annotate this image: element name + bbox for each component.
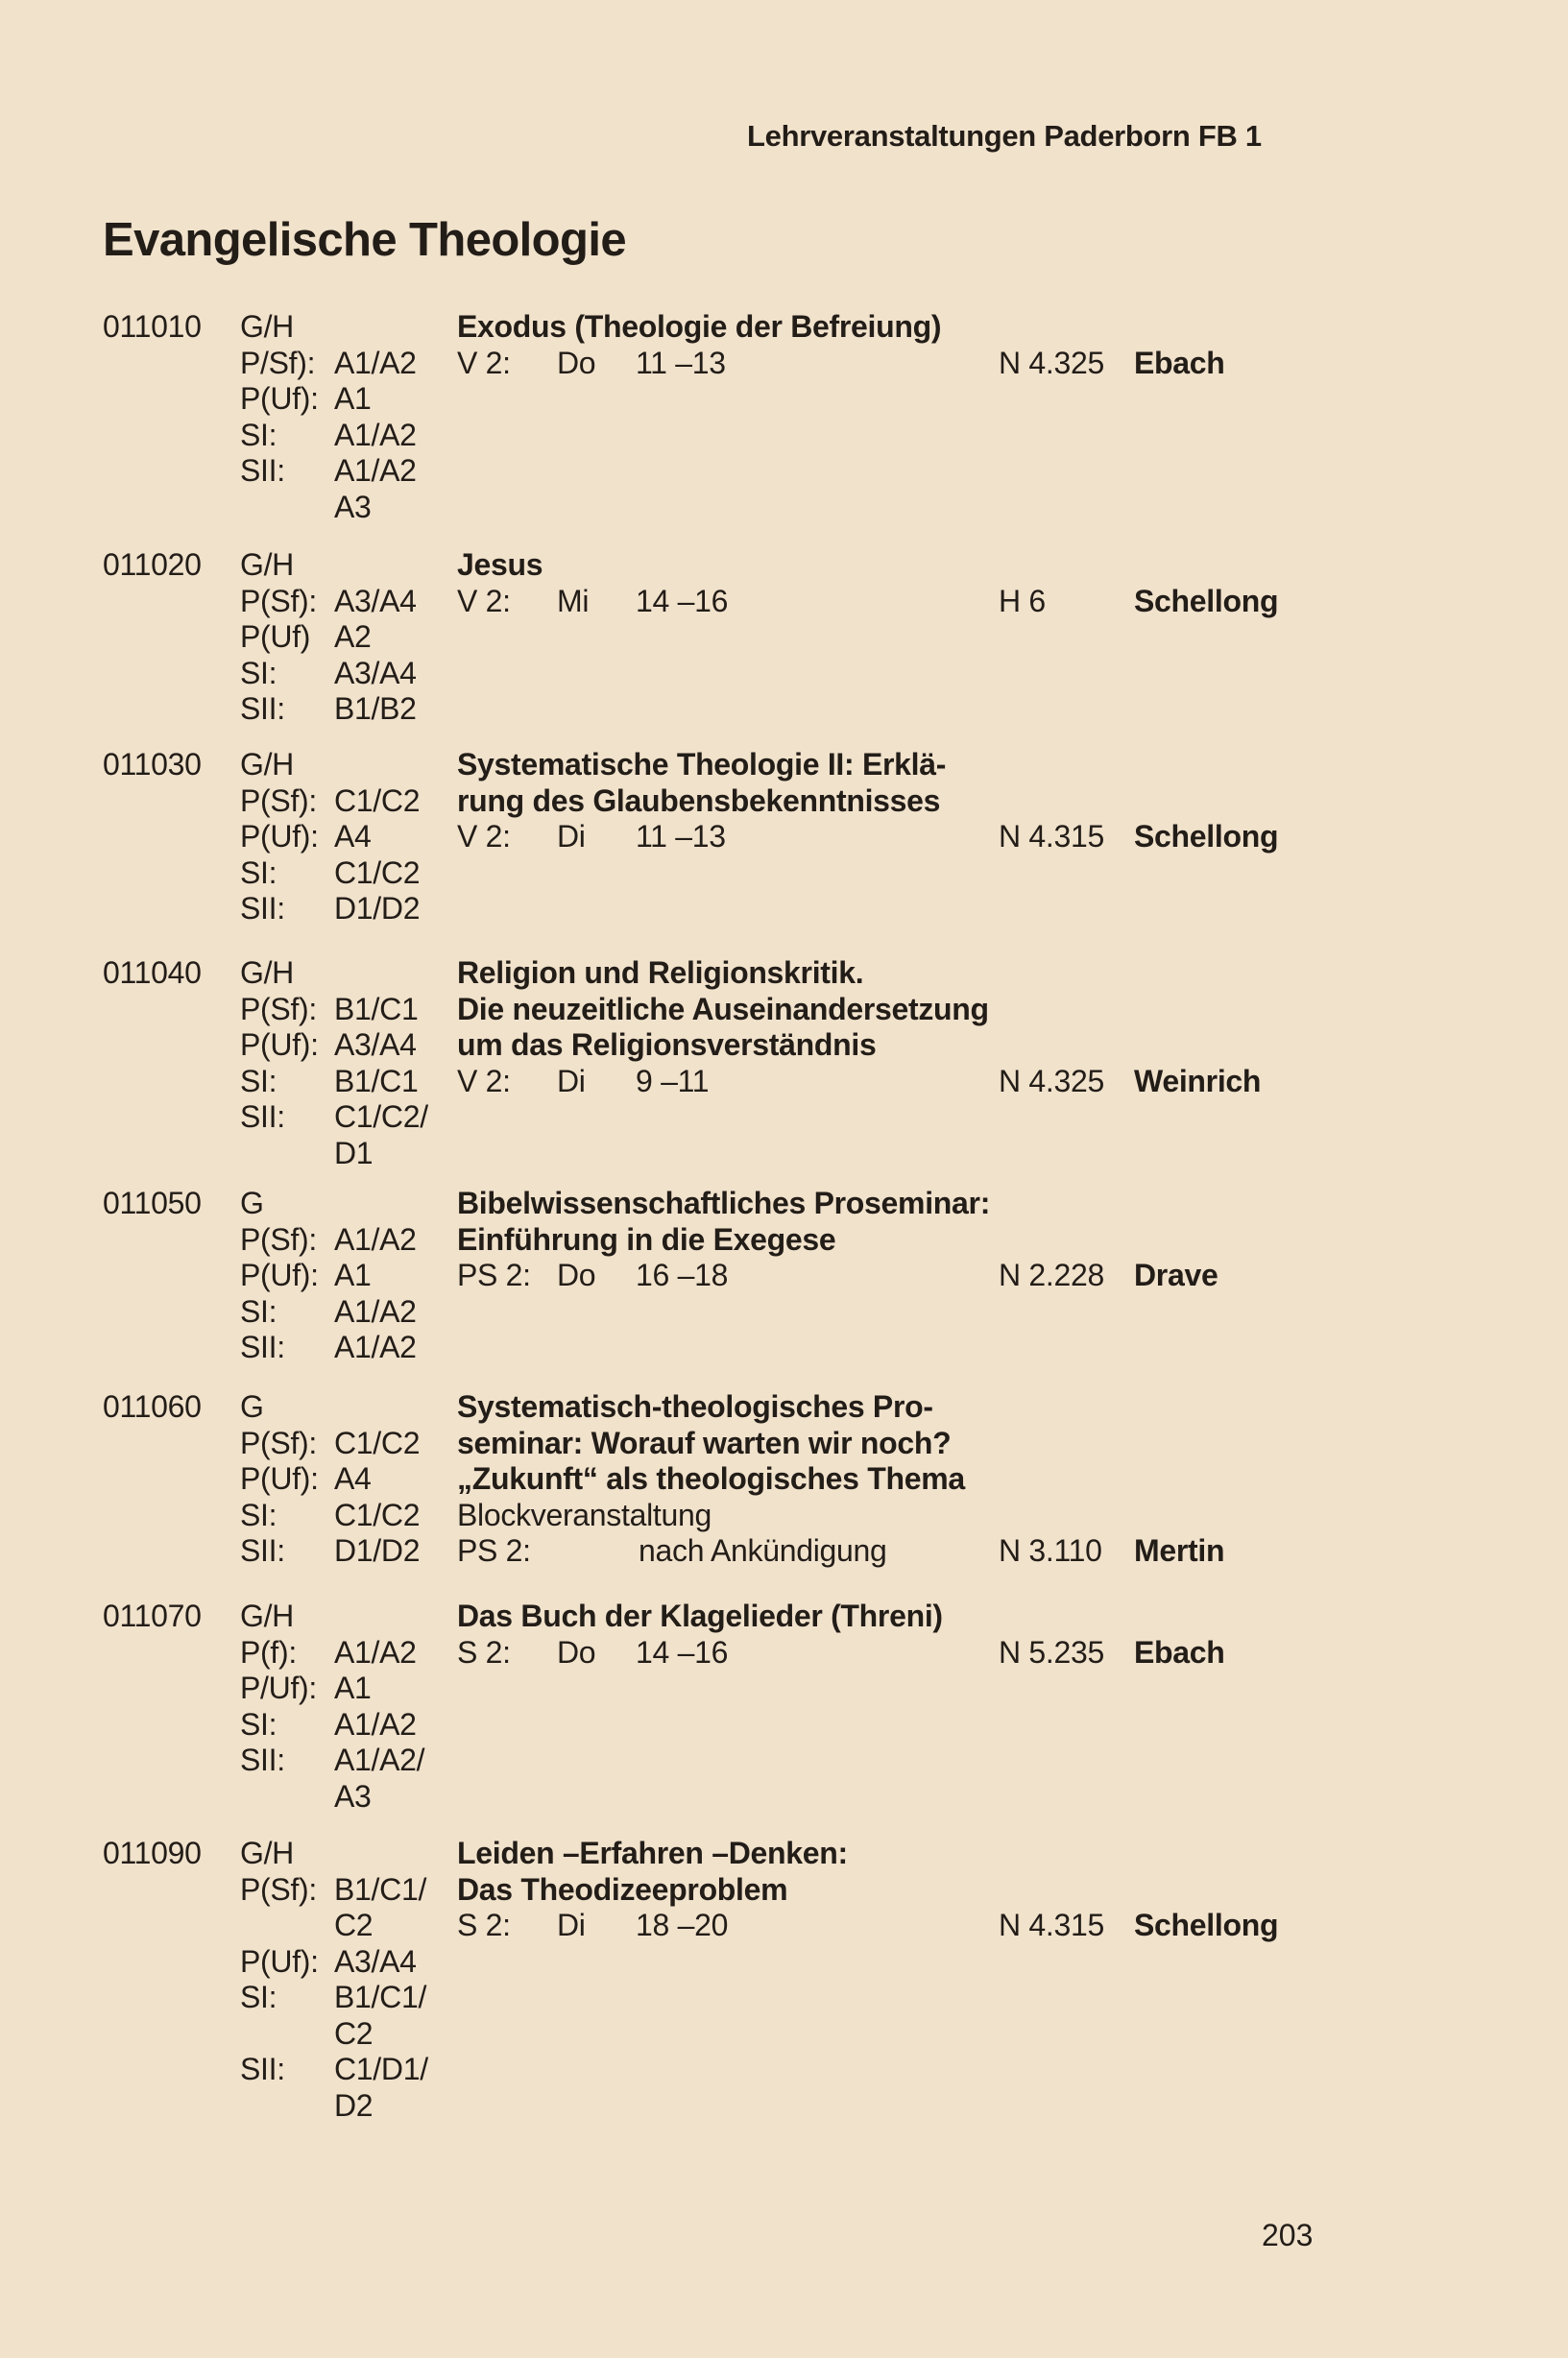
credit-value: D1/D2 xyxy=(334,891,421,926)
course-level: G/H xyxy=(240,1836,294,1870)
course-day: Mi xyxy=(557,584,590,618)
credit-value: A4 xyxy=(334,1461,372,1496)
course-day: Do xyxy=(557,1258,596,1292)
credit-label: P(Sf): xyxy=(240,1872,317,1907)
course-lecturer: Ebach xyxy=(1134,1635,1225,1670)
credit-value: C1/C2/ xyxy=(334,1099,428,1134)
credit-value: A3/A4 xyxy=(334,656,417,690)
course-number: 011090 xyxy=(103,1836,202,1870)
course-day: Di xyxy=(557,819,586,854)
credit-label: P(Sf): xyxy=(240,992,317,1026)
credit-value: D2 xyxy=(334,2088,374,2123)
credit-label: SII: xyxy=(240,2052,285,2086)
course-level: G/H xyxy=(240,547,294,582)
course-title-line: Jesus xyxy=(457,547,543,582)
course-room: N 2.228 xyxy=(999,1258,1104,1292)
course-lecturer: Schellong xyxy=(1134,819,1279,854)
course-level: G xyxy=(240,1186,264,1220)
course-title-line: Das Buch der Klagelieder (Threni) xyxy=(457,1599,943,1633)
course-note: Blockveranstaltung xyxy=(457,1498,712,1532)
course-type: V 2: xyxy=(457,819,511,854)
course-number: 011040 xyxy=(103,955,202,990)
running-head: Lehrveranstaltungen Paderborn FB 1 xyxy=(747,119,1262,153)
course-type: V 2: xyxy=(457,584,511,618)
course-title-line: Bibelwissenschaftliches Proseminar: xyxy=(457,1186,991,1220)
credit-label: P(Sf): xyxy=(240,783,317,818)
credit-label: P(Sf): xyxy=(240,1222,317,1257)
credit-label: P(Uf): xyxy=(240,381,319,416)
credit-label: P(Sf): xyxy=(240,1426,317,1460)
credit-value: A1/A2 xyxy=(334,346,417,380)
course-number: 011050 xyxy=(103,1186,202,1220)
course-day: Di xyxy=(557,1064,586,1098)
course-number: 011070 xyxy=(103,1599,202,1633)
course-time: nach Ankündigung xyxy=(639,1533,887,1568)
course-type: PS 2: xyxy=(457,1258,531,1292)
course-level: G/H xyxy=(240,955,294,990)
credit-label: SI: xyxy=(240,1294,277,1329)
course-day: Di xyxy=(557,1908,586,1942)
course-room: H 6 xyxy=(999,584,1046,618)
course-level: G xyxy=(240,1389,264,1424)
credit-label: SI: xyxy=(240,1707,277,1742)
credit-label: P(Uf) xyxy=(240,619,311,654)
credit-label: SII: xyxy=(240,1743,285,1777)
course-time: 18 –20 xyxy=(636,1908,729,1942)
course-day: Do xyxy=(557,346,596,380)
course-number: 011060 xyxy=(103,1389,202,1424)
credit-label: P(Uf): xyxy=(240,1258,319,1292)
credit-label: P(Uf): xyxy=(240,1027,319,1062)
credit-label: P(Uf): xyxy=(240,819,319,854)
course-time: 14 –16 xyxy=(636,1635,729,1670)
credit-label: SII: xyxy=(240,1533,285,1568)
credit-value: D1/D2 xyxy=(334,1533,421,1568)
course-type: V 2: xyxy=(457,346,511,380)
credit-label: SI: xyxy=(240,1064,277,1098)
credit-value: A1 xyxy=(334,1258,372,1292)
course-room: N 4.315 xyxy=(999,1908,1104,1942)
credit-value: D1 xyxy=(334,1136,374,1170)
credit-label: SII: xyxy=(240,453,285,488)
course-lecturer: Schellong xyxy=(1134,584,1279,618)
credit-value: A3 xyxy=(334,1779,372,1814)
credit-label: SI: xyxy=(240,855,277,890)
credit-label: SI: xyxy=(240,656,277,690)
course-type: PS 2: xyxy=(457,1533,531,1568)
credit-label: SI: xyxy=(240,1498,277,1532)
course-title-line: Einführung in die Exegese xyxy=(457,1222,836,1257)
credit-label: SI: xyxy=(240,418,277,452)
credit-value: A1/A2 xyxy=(334,1222,417,1257)
section-title: Evangelische Theologie xyxy=(103,214,627,266)
course-title-line: um das Religionsverständnis xyxy=(457,1027,877,1062)
course-lecturer: Weinrich xyxy=(1134,1064,1262,1098)
credit-value: B1/C1/ xyxy=(334,1872,427,1907)
credit-value: B1/C1 xyxy=(334,1064,419,1098)
course-title-line: rung des Glaubensbekenntnisses xyxy=(457,783,941,818)
course-type: S 2: xyxy=(457,1908,511,1942)
credit-label: SI: xyxy=(240,1980,277,2014)
credit-label: P/Sf): xyxy=(240,346,316,380)
credit-label: P(Sf): xyxy=(240,584,317,618)
credit-value: A1/A2 xyxy=(334,1330,417,1364)
credit-value: C1/D1/ xyxy=(334,2052,428,2086)
course-title-line: Exodus (Theologie der Befreiung) xyxy=(457,309,942,344)
credit-label: P(f): xyxy=(240,1635,297,1670)
course-time: 11 –13 xyxy=(636,819,726,854)
credit-value: C2 xyxy=(334,1908,374,1942)
course-title-line: Systematische Theologie II: Erklä- xyxy=(457,747,947,782)
credit-label: SII: xyxy=(240,1099,285,1134)
credit-value: B1/C1/ xyxy=(334,1980,427,2014)
credit-value: A3/A4 xyxy=(334,584,417,618)
course-lecturer: Schellong xyxy=(1134,1908,1279,1942)
course-lecturer: Drave xyxy=(1134,1258,1218,1292)
credit-value: A3/A4 xyxy=(334,1027,417,1062)
credit-label: P/Uf): xyxy=(240,1671,317,1705)
course-lecturer: Mertin xyxy=(1134,1533,1225,1568)
credit-value: A3/A4 xyxy=(334,1944,417,1979)
course-title-line: seminar: Worauf warten wir noch? xyxy=(457,1426,952,1460)
course-room: N 5.235 xyxy=(999,1635,1104,1670)
course-number: 011010 xyxy=(103,309,202,344)
credit-value: A1/A2 xyxy=(334,453,417,488)
course-title-line: Religion und Religionskritik. xyxy=(457,955,864,990)
course-room: N 4.325 xyxy=(999,1064,1104,1098)
credit-label: SII: xyxy=(240,691,285,726)
credit-value: A1 xyxy=(334,381,372,416)
course-type: S 2: xyxy=(457,1635,511,1670)
course-title-line: Das Theodizeeproblem xyxy=(457,1872,788,1907)
credit-label: P(Uf): xyxy=(240,1461,319,1496)
course-level: G/H xyxy=(240,1599,294,1633)
credit-value: A4 xyxy=(334,819,372,854)
credit-value: C2 xyxy=(334,2016,374,2051)
course-time: 16 –18 xyxy=(636,1258,729,1292)
credit-value: C1/C2 xyxy=(334,855,421,890)
credit-value: B1/C1 xyxy=(334,992,419,1026)
credit-value: A3 xyxy=(334,490,372,524)
credit-value: C1/C2 xyxy=(334,1426,421,1460)
course-room: N 4.315 xyxy=(999,819,1104,854)
credit-value: A1/A2 xyxy=(334,1294,417,1329)
course-lecturer: Ebach xyxy=(1134,346,1225,380)
credit-value: A1/A2 xyxy=(334,1707,417,1742)
credit-value: A1/A2 xyxy=(334,1635,417,1670)
course-time: 9 –11 xyxy=(636,1064,710,1098)
course-room: N 4.325 xyxy=(999,346,1104,380)
credit-value: A2 xyxy=(334,619,372,654)
credit-value: C1/C2 xyxy=(334,1498,421,1532)
course-number: 011030 xyxy=(103,747,202,782)
credit-value: A1/A2 xyxy=(334,418,417,452)
course-title-line: „Zukunft“ als theologisches Thema xyxy=(457,1461,965,1496)
page-number: 203 xyxy=(1262,2218,1314,2252)
course-time: 11 –13 xyxy=(636,346,726,380)
course-day: Do xyxy=(557,1635,596,1670)
credit-label: P(Uf): xyxy=(240,1944,319,1979)
credit-value: C1/C2 xyxy=(334,783,421,818)
course-title-line: Systematisch-theologisches Pro- xyxy=(457,1389,933,1424)
credit-label: SII: xyxy=(240,891,285,926)
course-title-line: Die neuzeitliche Auseinandersetzung xyxy=(457,992,989,1026)
course-level: G/H xyxy=(240,309,294,344)
course-room: N 3.110 xyxy=(999,1533,1102,1568)
credit-value: A1 xyxy=(334,1671,372,1705)
credit-value: A1/A2/ xyxy=(334,1743,425,1777)
credit-value: B1/B2 xyxy=(334,691,417,726)
course-type: V 2: xyxy=(457,1064,511,1098)
course-level: G/H xyxy=(240,747,294,782)
course-title-line: Leiden –Erfahren –Denken: xyxy=(457,1836,848,1870)
course-number: 011020 xyxy=(103,547,202,582)
credit-label: SII: xyxy=(240,1330,285,1364)
course-time: 14 –16 xyxy=(636,584,729,618)
